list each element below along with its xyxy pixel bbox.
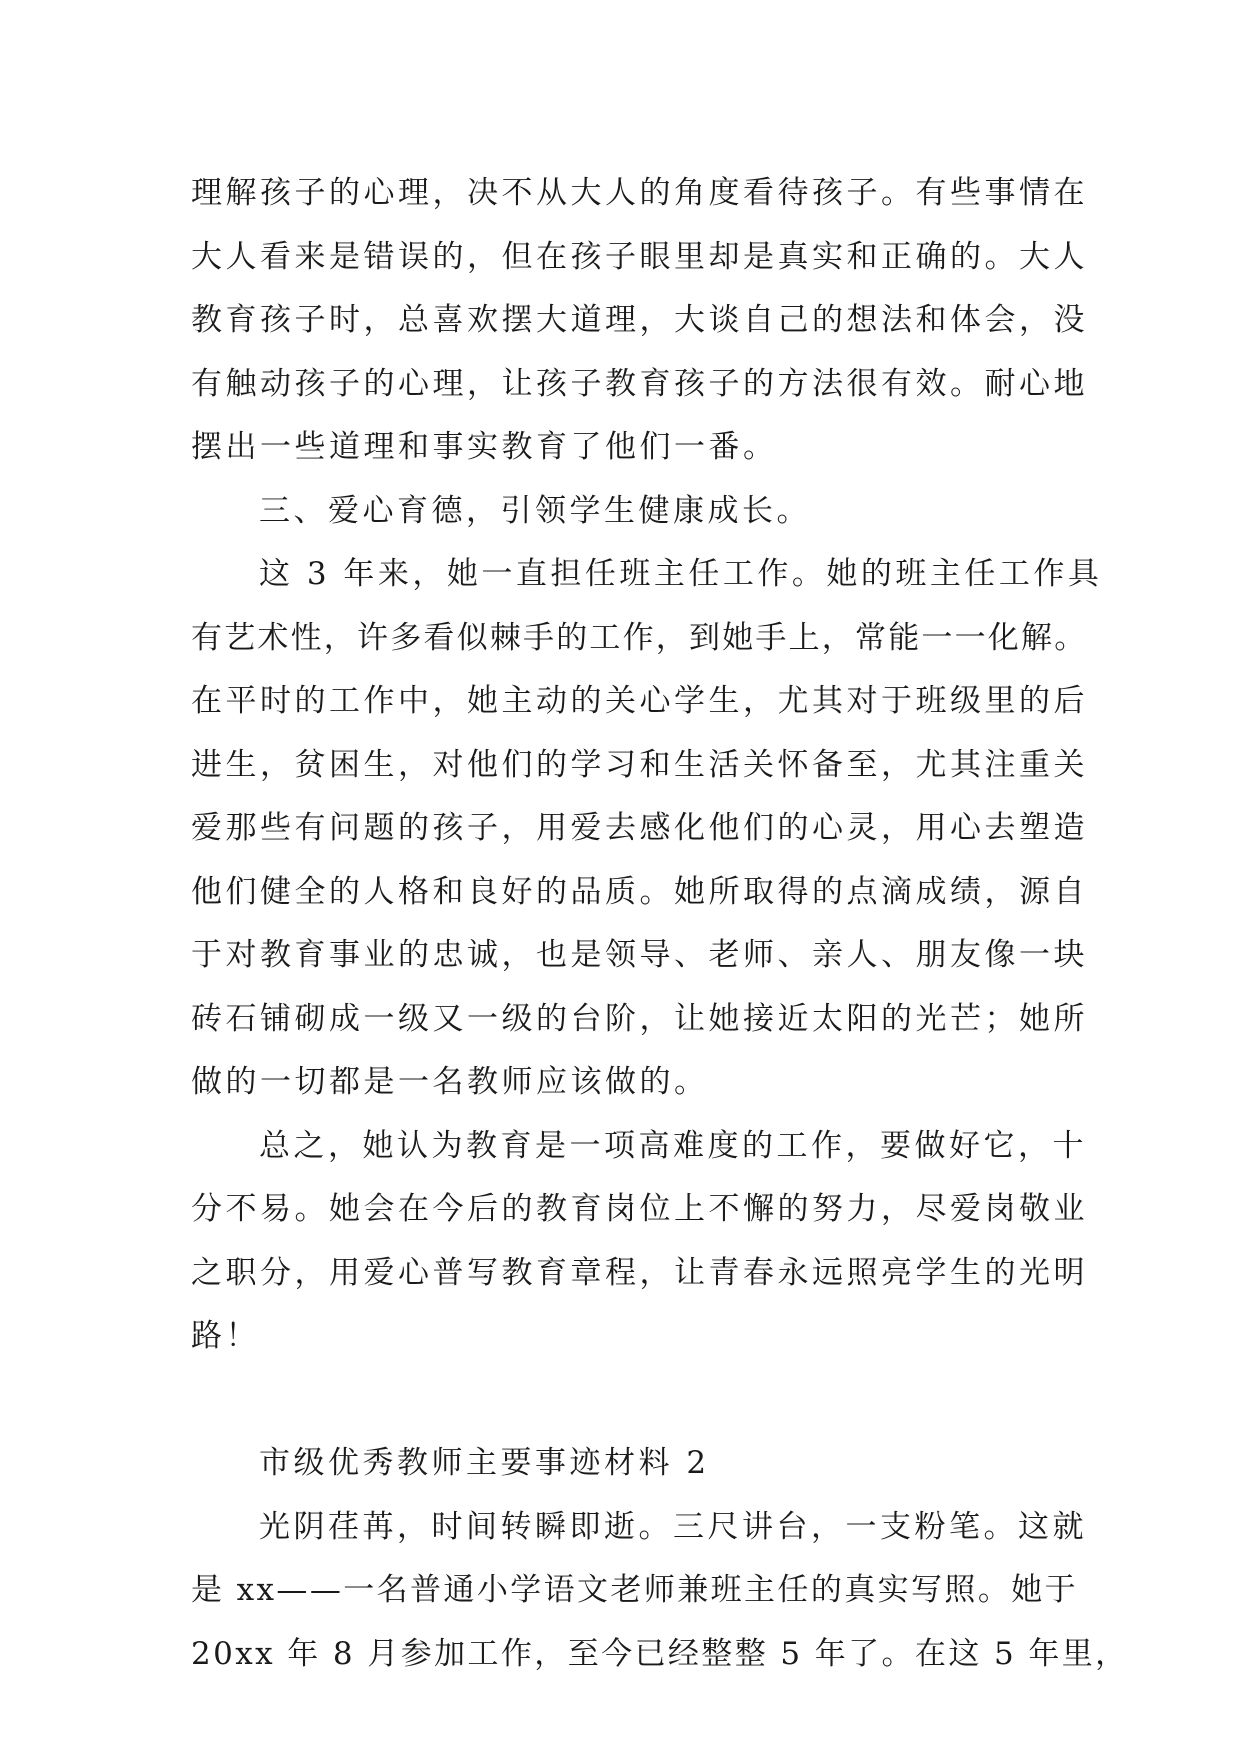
document-body (191, 162, 1129, 1686)
text-line: 爱那些有问题的孩子，用爱去感化他们的心灵，用心去塑造 (191, 810, 1088, 846)
text-line: 理解孩子的心理，决不从大人的角度看待孩子。有些事情在 (191, 175, 1088, 211)
text-line: 路！ (191, 1318, 260, 1354)
text-line: 砖石铺砌成一级又一级的台阶，让她接近太阳的光芒；她所 (191, 1000, 1088, 1037)
text-line: 教育孩子时，总喜欢摆大道理，大谈自己的想法和体会，没 (191, 302, 1088, 338)
section-title: 市级优秀教师主要事迹材料 2 (259, 1445, 710, 1481)
section-heading: 三、爱心育德，引领学生健康成长。 (259, 492, 811, 529)
text-line: 他们健全的人格和良好的品质。她所取得的点滴成绩，源自 (191, 873, 1088, 910)
text-line: 于对教育事业的忠诚，也是领导、老师、亲人、朋友像一块 (191, 937, 1088, 973)
text-line: 20xx 年 8 月参加工作，至今已经整整 5 年了。在这 5 年里， (191, 1635, 1129, 1672)
text-line: 分不易。她会在今后的教育岗位上不懈的努力，尽爱岗敬业 (191, 1191, 1088, 1227)
text-line: 有触动孩子的心理，让孩子教育孩子的方法很有效。耐心地 (191, 365, 1088, 402)
text-line: 光阴荏苒，时间转瞬即逝。三尺讲台，一支粉笔。这就 (259, 1508, 1087, 1545)
text-line: 大人看来是错误的，但在孩子眼里却是真实和正确的。大人 (191, 238, 1088, 275)
text-line: 有艺术性，许多看似棘手的工作，到她手上，常能一一化解。 (191, 619, 1088, 656)
text-line: 在平时的工作中，她主动的关心学生，尤其对于班级里的后 (191, 683, 1088, 719)
text-line: 是 xx——一名普通小学语文老师兼班主任的真实写照。她于 (191, 1572, 1079, 1608)
paragraph-gap (191, 1369, 1051, 1433)
text-line: 这 3 年来，她一直担任班主任工作。她的班主任工作具 (259, 556, 1103, 592)
text-line: 之职分，用爱心普写教育章程，让青春永远照亮学生的光明 (191, 1254, 1088, 1291)
text-line: 摆出一些道理和事实教育了他们一番。 (191, 429, 778, 465)
text-line: 总之，她认为教育是一项高难度的工作，要做好它，十 (259, 1127, 1087, 1164)
text-line: 做的一切都是一名教师应该做的。 (191, 1064, 709, 1100)
text-line: 进生，贫困生，对他们的学习和生活关怀备至，尤其注重关 (191, 746, 1088, 783)
